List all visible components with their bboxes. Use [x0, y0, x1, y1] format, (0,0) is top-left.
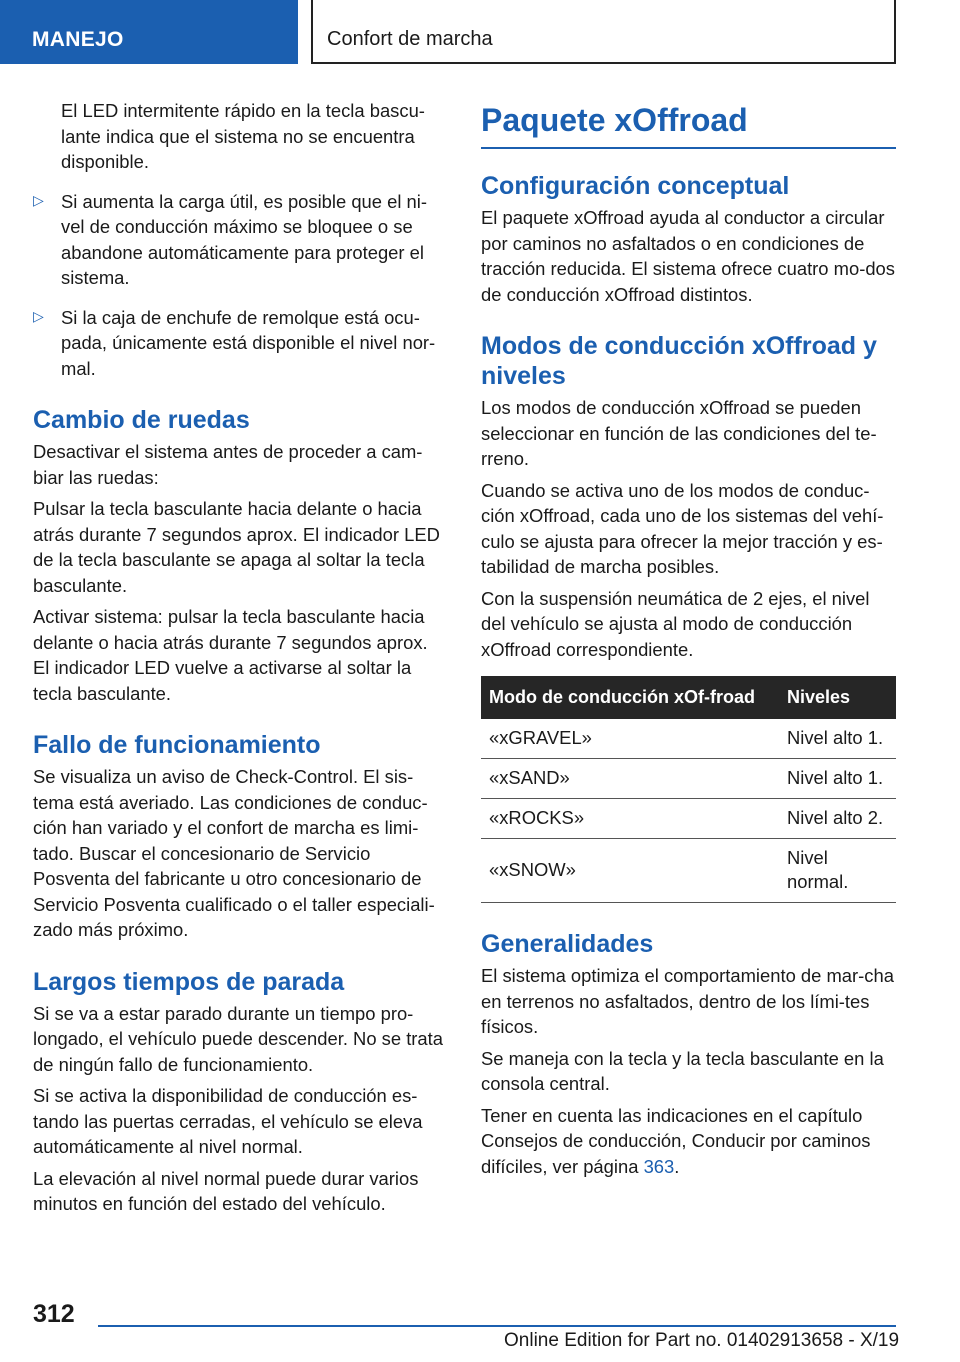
table-cell: «xGRAVEL» — [481, 719, 779, 759]
table-header-row — [481, 676, 896, 719]
intro-paragraph: El LED intermitente rápido en la tecla bascu-lante indica que el sistema no se encuentra disponible. — [61, 100, 425, 172]
bullet-text: Si la caja de enchufe de remolque está ocu-pada, únicamente está disponible el nivel nor-mal. — [61, 306, 436, 379]
section-tab: MANEJO — [0, 0, 298, 64]
paragraph: La elevación al nivel normal puede durar varios minutos en función del estado del vehículo. — [33, 1167, 419, 1214]
table-row — [481, 839, 896, 903]
chapter-title: Confort de marcha — [311, 0, 896, 64]
column-header-levels: Niveles — [787, 687, 851, 707]
bullet-item — [33, 189, 447, 291]
paragraph: El paquete xOffroad ayuda al conductor a circular por caminos no asfaltados o en condiciones de tracción reducida. El sistema ofrece cuatro mo-dos de conducción xOffroad distintos. — [481, 207, 895, 305]
heading-generalidades: Generalidades — [481, 930, 654, 958]
right-column — [481, 98, 896, 1185]
table-cell: «xSAND» — [481, 759, 779, 799]
paragraph: Si se va a estar parado durante un tiempo pro-longado, el vehículo puede descender. No se trata de ningún fallo de funcionamiento. — [33, 1002, 443, 1075]
left-column — [33, 98, 447, 1223]
table-row — [481, 719, 896, 759]
table-cell: «xSNOW» — [481, 839, 779, 903]
table-cell: «xROCKS» — [481, 799, 779, 839]
triangle-bullet-icon: ▷ — [33, 307, 44, 324]
table-cell: Nivel alto 2. — [779, 799, 896, 839]
footer-divider — [98, 1325, 896, 1327]
heading-modos: Modos de conducción xOffroad y niveles — [481, 332, 877, 390]
heading-fallo: Fallo de funcionamiento — [33, 731, 321, 759]
table-row — [481, 799, 896, 839]
paragraph: Si se activa la disponibilidad de conducción es-tando las puertas cerradas, el vehículo se eleva automáticamente al nivel normal. — [33, 1085, 423, 1157]
footer-edition: Online Edition for Part no. 01402913658 - X/19 — [504, 1330, 900, 1351]
table-cell: Nivel normal. — [779, 839, 896, 903]
paragraph: El sistema optimiza el comportamiento de mar-cha en terrenos no asfaltados, dentro de los lími-tes físicos. — [481, 965, 894, 1037]
bullet-item — [33, 305, 447, 382]
column-header-mode: Modo de conducción xOf-froad — [489, 687, 755, 707]
paragraph: Con la suspensión neumática de 2 ejes, el nivel del vehículo se ajusta al modo de conducción xOffroad correspondiente. — [481, 587, 870, 660]
page-reference-link[interactable]: 363 — [643, 1155, 675, 1177]
paragraph — [481, 1103, 896, 1180]
page-number: 312 — [33, 1300, 75, 1328]
triangle-bullet-icon: ▷ — [33, 191, 44, 208]
paragraph: Los modos de conducción xOffroad se pueden seleccionar en función de las condiciones del te-rreno. — [481, 397, 877, 469]
paragraph: Cuando se activa uno de los modos de conduc-ción xOffroad, cada uno de los sistemas del vehí-culo se ajusta para ofrecer la mejor tracción y es-tabilidad de marcha posibles. — [481, 479, 884, 577]
paragraph: Pulsar la tecla basculante hacia delante o hacia atrás durante 7 segundos aprox. El indicador LED de la tecla basculante se apaga al soltar la tecla basculante. — [33, 498, 440, 596]
heading-configuracion: Configuración conceptual — [481, 172, 790, 200]
paragraph: Activar sistema: pulsar la tecla basculante hacia delante o hacia atrás durante 7 segundos aprox. El indicador LED vuelve a activarse al soltar la tecla basculante. — [33, 606, 428, 704]
paragraph: Se maneja con la tecla y la tecla basculante en la consola central. — [481, 1047, 884, 1094]
paragraph: Se visualiza un aviso de Check-Control. El sis-tema está averiado. Las condiciones de conduc-ción han variado y el confort de marcha es limi-tado. Buscar el concesionario de Servicio Posventa del fabricante u otro concesionario de Servicio Posventa cualificado o el taller especiali-zado más próximo. — [33, 766, 435, 940]
table-cell: Nivel alto 1. — [779, 719, 896, 759]
table-row — [481, 759, 896, 799]
heading-cambio-ruedas: Cambio de ruedas — [33, 406, 250, 434]
table-cell: Nivel alto 1. — [779, 759, 896, 799]
modes-table — [481, 676, 896, 903]
bullet-text: Si aumenta la carga útil, es posible que el ni-vel de conducción máximo se bloquee o se abandone automáticamente para proteger el sistema. — [61, 190, 427, 288]
paragraph: Desactivar el sistema antes de proceder a cam-biar las ruedas: — [33, 441, 423, 488]
page-title: Paquete xOffroad — [481, 98, 896, 149]
heading-largos-tiempos: Largos tiempos de parada — [33, 967, 345, 996]
paragraph-end: . — [674, 1155, 680, 1177]
paragraph-text: Tener en cuenta las indicaciones en el capítulo Consejos de conducción, Conducir por caminos difíciles, ver página — [481, 1104, 871, 1177]
